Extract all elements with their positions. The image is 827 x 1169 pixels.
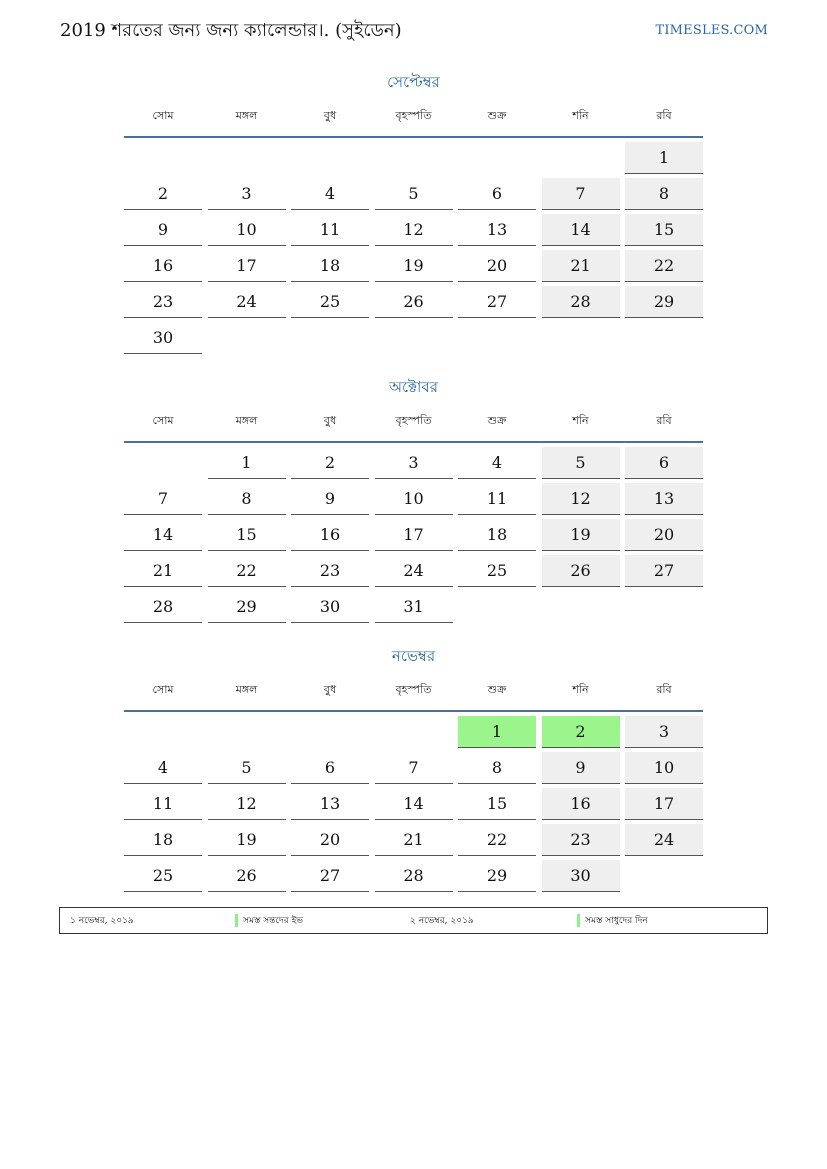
day-cell: 8 xyxy=(208,483,286,515)
month-title: সেপ্টেম্বর xyxy=(387,73,440,91)
day-cell: 1 xyxy=(208,447,286,479)
day-grid xyxy=(124,447,703,627)
day-grid xyxy=(124,716,703,896)
day-cell: 16 xyxy=(291,519,369,551)
weekday-wed: বুধ xyxy=(323,683,337,696)
weekday-thu: বৃহস্পতি xyxy=(395,109,432,122)
day-cell: 24 xyxy=(375,555,453,587)
day-cell: 3 xyxy=(625,716,703,748)
day-cell: 25 xyxy=(291,286,369,318)
month-title: নভেম্বর xyxy=(391,647,436,665)
day-cell: 30 xyxy=(542,860,620,892)
legend-holiday-name: সমস্ত সাধুদের দিন xyxy=(585,916,648,926)
day-cell: 21 xyxy=(542,250,620,282)
weekday-sun: রবি xyxy=(656,109,672,122)
day-cell: 20 xyxy=(625,519,703,551)
day-cell: 9 xyxy=(291,483,369,515)
day-cell: 1 xyxy=(458,716,536,748)
day-cell: 22 xyxy=(208,555,286,587)
day-cell: 19 xyxy=(208,824,286,856)
legend-date: ১ নভেম্বর, ২০১৯ xyxy=(70,916,134,926)
day-cell: 27 xyxy=(291,860,369,892)
day-cell: 23 xyxy=(291,555,369,587)
day-cell: 26 xyxy=(542,555,620,587)
holiday-color-marker xyxy=(577,914,580,927)
day-cell: 22 xyxy=(625,250,703,282)
day-cell: 30 xyxy=(291,591,369,623)
day-cell: 6 xyxy=(625,447,703,479)
day-cell: 16 xyxy=(124,250,202,282)
day-cell: 3 xyxy=(208,178,286,210)
weekday-wed: বুধ xyxy=(323,109,337,122)
day-cell: 30 xyxy=(124,322,202,354)
day-cell: 28 xyxy=(542,286,620,318)
day-cell: 8 xyxy=(458,752,536,784)
day-cell: 17 xyxy=(625,788,703,820)
day-cell: 4 xyxy=(458,447,536,479)
day-cell: 12 xyxy=(542,483,620,515)
site-link[interactable]: TIMESLES.COM xyxy=(655,23,768,38)
day-cell: 25 xyxy=(124,860,202,892)
day-cell: 6 xyxy=(291,752,369,784)
day-cell: 8 xyxy=(625,178,703,210)
day-cell: 3 xyxy=(375,447,453,479)
day-cell: 24 xyxy=(208,286,286,318)
day-cell: 26 xyxy=(208,860,286,892)
weekday-fri: শুক্র xyxy=(487,683,507,696)
day-cell: 11 xyxy=(291,214,369,246)
day-cell: 23 xyxy=(542,824,620,856)
day-cell: 9 xyxy=(124,214,202,246)
day-cell: 10 xyxy=(208,214,286,246)
weekday-fri: শুক্র xyxy=(487,109,507,122)
day-cell: 18 xyxy=(291,250,369,282)
weekday-tue: মঙ্গল xyxy=(235,109,258,122)
day-cell: 17 xyxy=(208,250,286,282)
day-cell: 29 xyxy=(625,286,703,318)
day-cell: 15 xyxy=(458,788,536,820)
month-november xyxy=(124,646,703,896)
day-cell: 27 xyxy=(625,555,703,587)
day-cell: 7 xyxy=(124,483,202,515)
weekday-tue: মঙ্গল xyxy=(235,683,258,696)
day-cell: 19 xyxy=(542,519,620,551)
day-cell: 19 xyxy=(375,250,453,282)
day-cell: 28 xyxy=(375,860,453,892)
weekday-mon: সোম xyxy=(152,683,174,696)
day-cell: 31 xyxy=(375,591,453,623)
day-cell: 17 xyxy=(375,519,453,551)
day-cell: 29 xyxy=(458,860,536,892)
day-cell: 14 xyxy=(124,519,202,551)
day-cell: 6 xyxy=(458,178,536,210)
day-cell: 14 xyxy=(375,788,453,820)
day-cell: 28 xyxy=(124,591,202,623)
weekday-tue: মঙ্গল xyxy=(235,414,258,427)
weekday-sat: শনি xyxy=(572,683,589,696)
day-grid xyxy=(124,142,703,358)
day-cell: 5 xyxy=(208,752,286,784)
day-cell: 21 xyxy=(375,824,453,856)
day-cell: 13 xyxy=(625,483,703,515)
day-cell: 24 xyxy=(625,824,703,856)
holiday-color-marker xyxy=(235,914,238,927)
day-cell: 20 xyxy=(291,824,369,856)
month-title: অক্টোবর xyxy=(388,378,439,396)
day-cell: 12 xyxy=(375,214,453,246)
day-cell: 18 xyxy=(124,824,202,856)
weekday-header xyxy=(124,413,703,443)
day-cell: 25 xyxy=(458,555,536,587)
day-cell: 21 xyxy=(124,555,202,587)
day-cell: 5 xyxy=(375,178,453,210)
day-cell: 9 xyxy=(542,752,620,784)
day-cell: 14 xyxy=(542,214,620,246)
day-cell: 16 xyxy=(542,788,620,820)
day-cell: 18 xyxy=(458,519,536,551)
weekday-mon: সোম xyxy=(152,109,174,122)
day-cell: 15 xyxy=(208,519,286,551)
day-cell: 2 xyxy=(124,178,202,210)
day-cell: 11 xyxy=(458,483,536,515)
day-cell: 23 xyxy=(124,286,202,318)
day-cell: 27 xyxy=(458,286,536,318)
weekday-sat: শনি xyxy=(572,414,589,427)
day-cell: 15 xyxy=(625,214,703,246)
weekday-header xyxy=(124,108,703,138)
day-cell: 22 xyxy=(458,824,536,856)
day-cell: 2 xyxy=(542,716,620,748)
month-october xyxy=(124,377,703,627)
day-cell: 12 xyxy=(208,788,286,820)
day-cell: 20 xyxy=(458,250,536,282)
day-cell: 11 xyxy=(124,788,202,820)
day-cell: 29 xyxy=(208,591,286,623)
day-cell: 1 xyxy=(625,142,703,174)
day-cell: 13 xyxy=(291,788,369,820)
day-cell: 26 xyxy=(375,286,453,318)
day-cell: 7 xyxy=(542,178,620,210)
day-cell: 4 xyxy=(291,178,369,210)
legend-holiday-name: সমস্ত সন্তদের ইভ xyxy=(243,916,303,926)
day-cell: 13 xyxy=(458,214,536,246)
day-cell: 7 xyxy=(375,752,453,784)
day-cell: 10 xyxy=(625,752,703,784)
legend-date: ২ নভেম্বর, ২০১৯ xyxy=(410,916,474,926)
weekday-sat: শনি xyxy=(572,109,589,122)
weekday-thu: বৃহস্পতি xyxy=(395,414,432,427)
weekday-sun: রবি xyxy=(656,683,672,696)
weekday-thu: বৃহস্পতি xyxy=(395,683,432,696)
weekday-sun: রবি xyxy=(656,414,672,427)
day-cell: 2 xyxy=(291,447,369,479)
weekday-mon: সোম xyxy=(152,414,174,427)
month-september xyxy=(124,72,703,358)
day-cell: 4 xyxy=(124,752,202,784)
weekday-fri: শুক্র xyxy=(487,414,507,427)
day-cell: 5 xyxy=(542,447,620,479)
holiday-legend xyxy=(59,907,768,934)
page-title: 2019 শরতের জন্য জন্য ক্যালেন্ডার।. (সুইডেন) xyxy=(60,20,402,41)
weekday-wed: বুধ xyxy=(323,414,337,427)
weekday-header xyxy=(124,682,703,712)
day-cell: 10 xyxy=(375,483,453,515)
